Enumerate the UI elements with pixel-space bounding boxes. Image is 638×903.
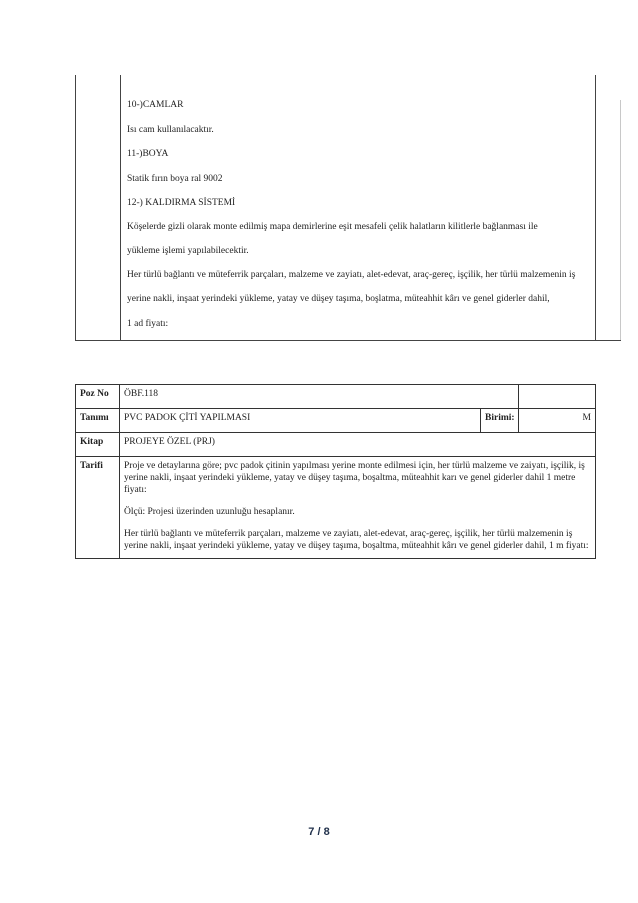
camlar-heading: 10-)CAMLAR — [127, 100, 184, 110]
camlar-text: Isı cam kullanılacaktır. — [127, 125, 214, 135]
continuation-right-border — [595, 75, 596, 340]
tarifi-label: Tarifi — [76, 457, 120, 559]
tanimi-row — [76, 409, 596, 433]
continuation-shadow-border — [620, 100, 621, 340]
tarifi-value — [120, 457, 596, 559]
tarifi-paragraph-1: Proje ve detaylarına göre; pvc padok çitinin yapılması yerine monte edilmesi için, her türlü malzeme ve zaiyatı, işçilik, iş yerine nakli, inşaat yerindeki yükleme, yatay ve düşey taşıma, boşaltma, müteahhit karı ve genel giderler dahil 1 metre fiyatı: — [124, 461, 585, 495]
birimi-value: M — [519, 409, 596, 433]
poz-no-label: Poz No — [76, 385, 120, 409]
page-number: 7 / 8 — [308, 826, 330, 838]
tarifi-paragraph-3: Her türlü bağlantı ve müteferrik parçaları, malzeme ve zayiatı, alet-edevat, araç-gereç, işçilik, her türlü malzemenin iş yerine nakli, inşaat yerindeki yükleme, yatay ve düşey taşıma, boşaltma, müteahhit kârı ve genel giderler dahil, 1 m fiyatı: — [124, 529, 589, 551]
boya-heading: 11-)BOYA — [127, 149, 169, 159]
kaldirma-text-line-2: yükleme işlemi yapılabilecektir. — [127, 246, 249, 256]
continuation-left-border — [75, 75, 76, 340]
kaldirma-text-line-1: Köşelerde gizli olarak monte edilmiş mapa demirlerine eşit mesafeli çelik halatların kilitlerle bağlanması ile — [127, 222, 538, 232]
poz-table — [75, 384, 596, 559]
poz-no-empty-cell — [519, 385, 596, 409]
tanimi-value: PVC PADOK ÇİTİ YAPILMASI — [120, 409, 481, 433]
poz-no-value: ÖBF.118 — [120, 385, 519, 409]
kitap-value: PROJEYE ÖZEL (PRJ) — [120, 433, 596, 457]
tarifi-row — [76, 457, 596, 559]
general-text-line-1: Her türlü bağlantı ve müteferrik parçaları, malzeme ve zayiatı, alet-edevat, araç-gereç, işçilik, her türlü malzemenin iş — [127, 270, 576, 280]
kitap-row — [76, 433, 596, 457]
continuation-inner-border — [120, 75, 121, 340]
general-text-line-2: yerine nakli, inşaat yerindeki yükleme, yatay ve düşey taşıma, boşlatma, müteahhit kârı ve genel giderler dahil, — [127, 294, 550, 304]
kitap-label: Kitap — [76, 433, 120, 457]
poz-no-row — [76, 385, 596, 409]
unit-price-line: 1 ad fiyatı: — [127, 319, 169, 329]
tanimi-label: Tanımı — [76, 409, 120, 433]
kaldirma-heading: 12-) KALDIRMA SİSTEMİ — [127, 198, 236, 208]
tarifi-paragraph-2: Ölçü: Projesi üzerinden uzunluğu hesaplanır. — [124, 507, 295, 517]
continuation-bottom-border — [75, 340, 621, 341]
boya-text: Statik fırın boya ral 9002 — [127, 174, 223, 184]
birimi-label: Birimi: — [481, 409, 519, 433]
